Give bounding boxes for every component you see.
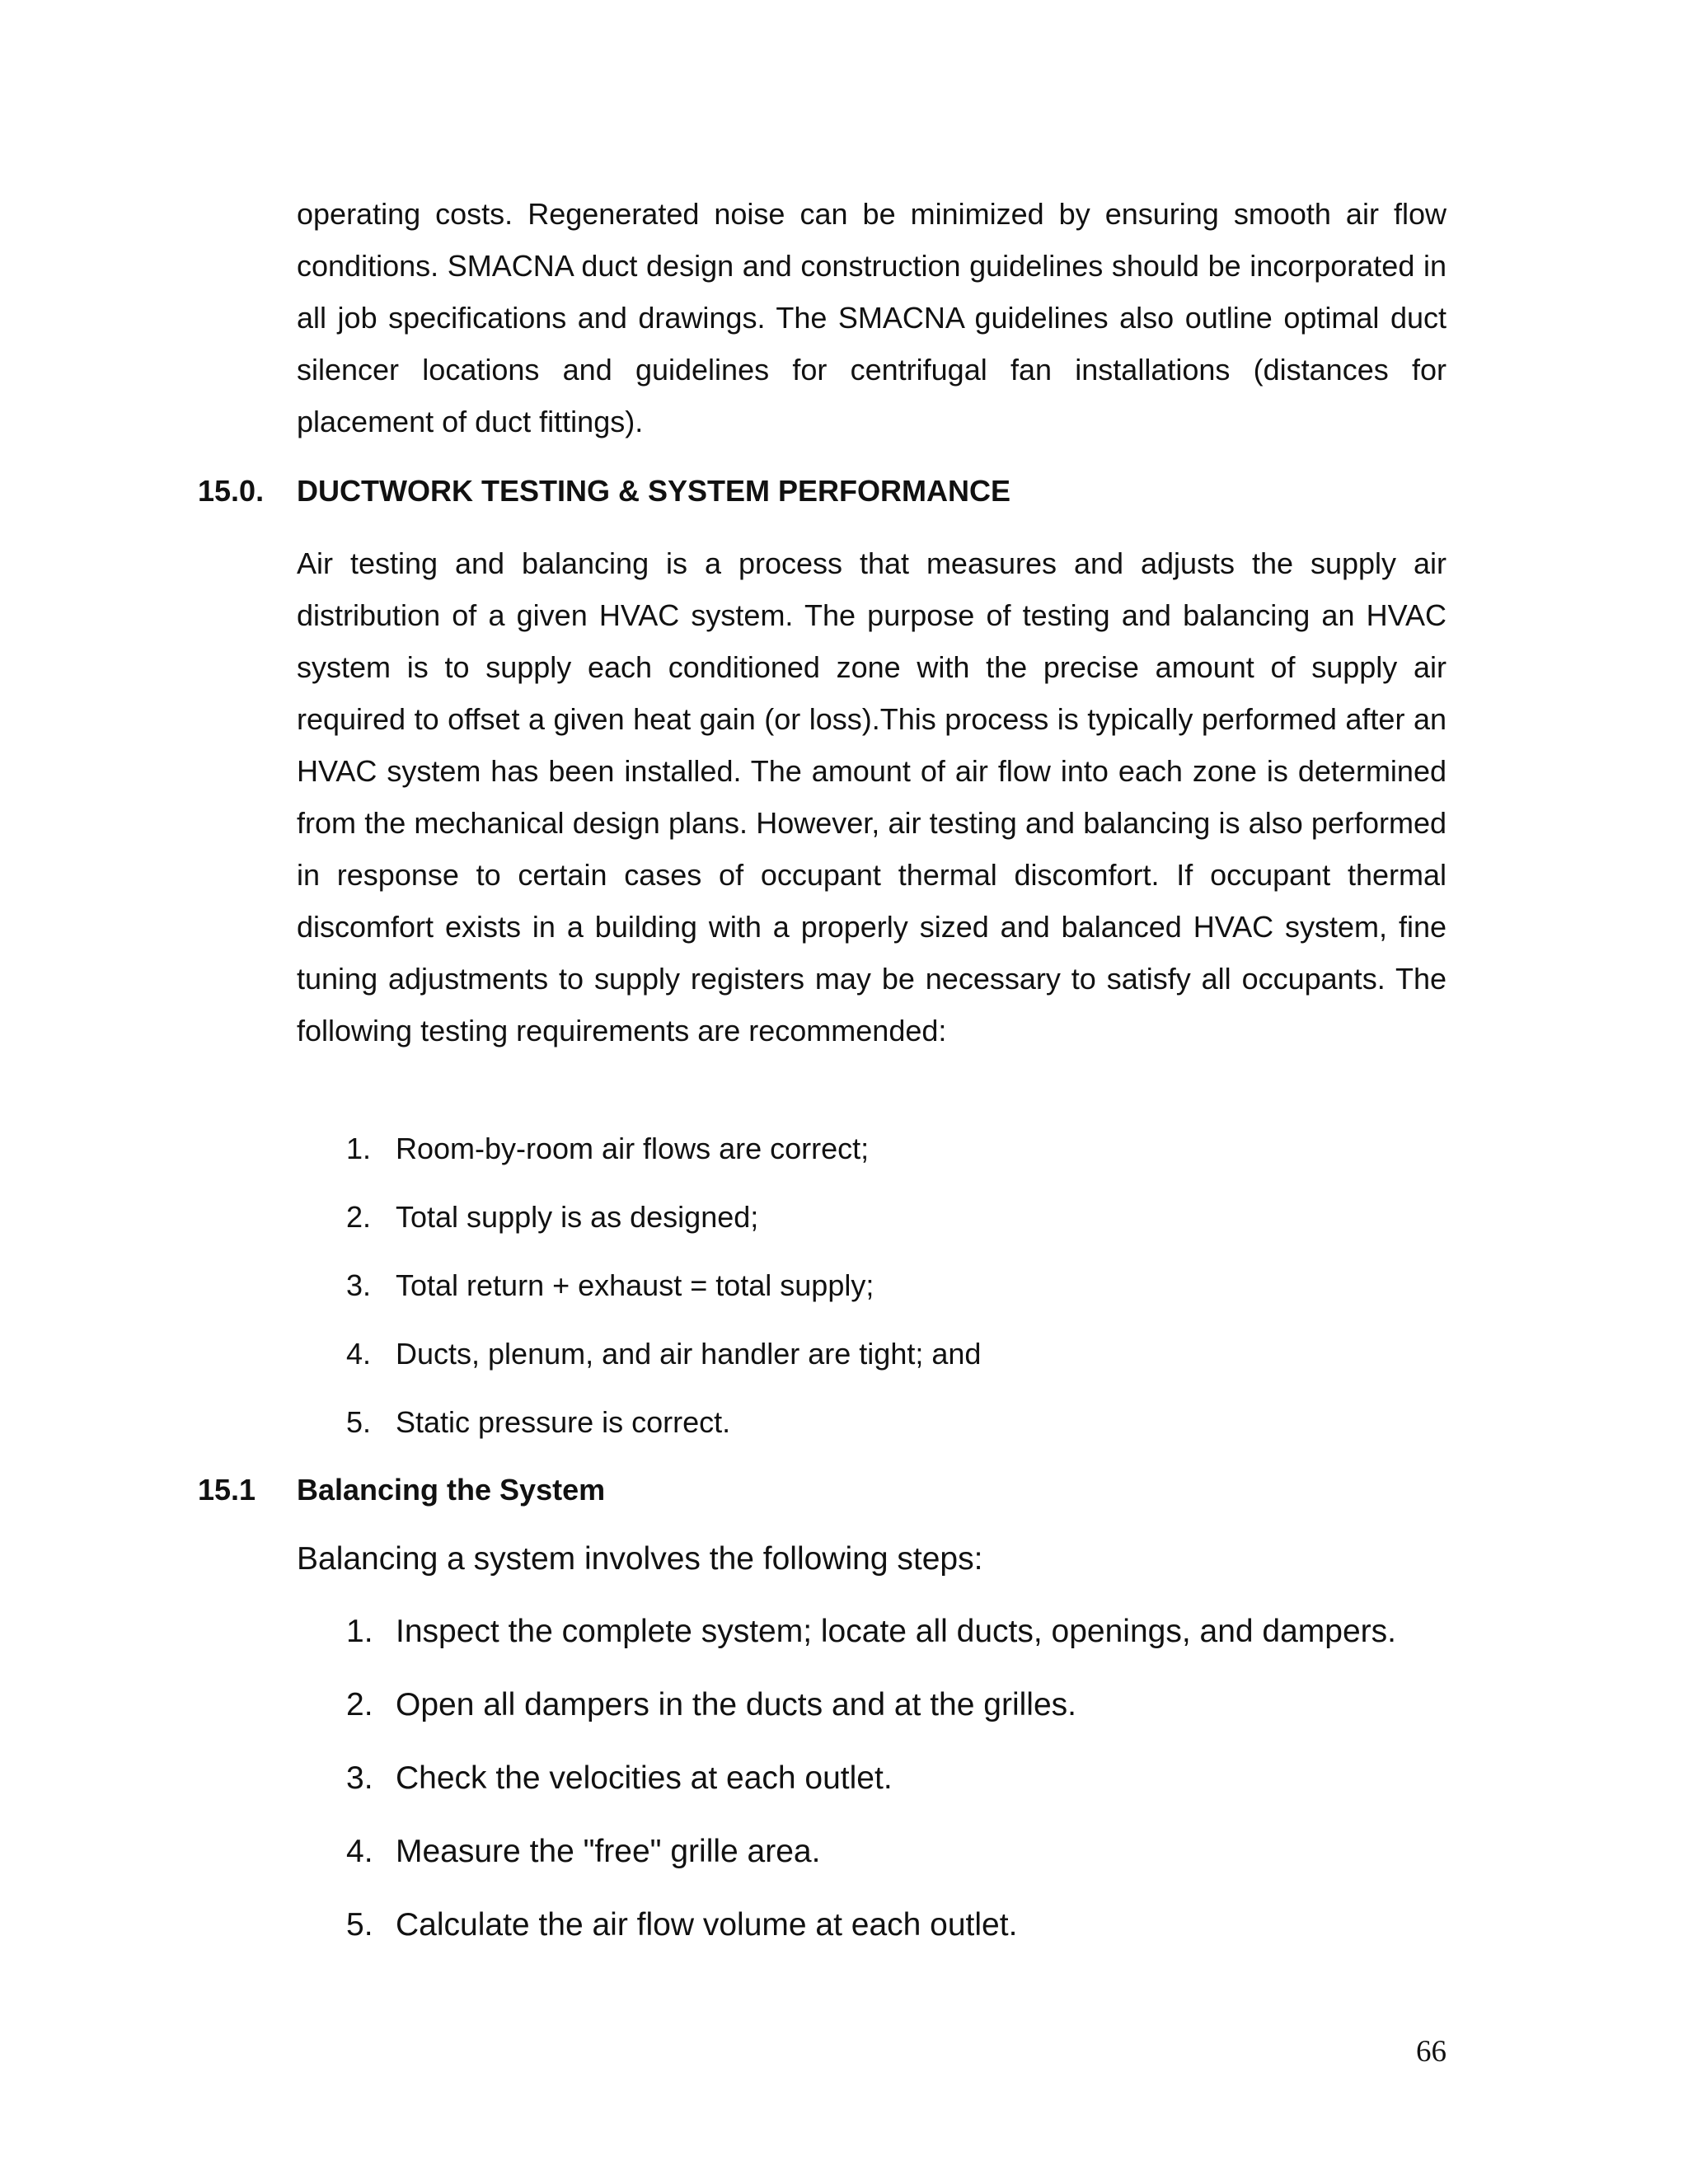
list-item — [297, 1268, 1467, 1336]
list-marker: 1. — [346, 1132, 372, 1165]
list-item-text: Calculate the air flow volume at each outlet. — [396, 1907, 1018, 1943]
section-title: Balancing the System — [297, 1473, 606, 1507]
section-heading-15-0 — [198, 473, 1434, 509]
list-item — [297, 1832, 1467, 1905]
list-item — [297, 1404, 1467, 1473]
list-item-text: Measure the "free" grille area. — [396, 1834, 821, 1869]
list-marker: 4. — [346, 1834, 373, 1869]
list-item — [297, 1336, 1467, 1404]
section-title: DUCTWORK TESTING & SYSTEM PERFORMANCE — [297, 474, 1011, 508]
list-item — [297, 1612, 1467, 1685]
section-heading-15-1 — [198, 1472, 1434, 1508]
testing-paragraph: Air testing and balancing is a process that measures and adjusts the supply air distribution of a given HVAC system. The purpose of testing and balancing an HVAC system is to supply each conditioned zone with the precise amount of supply air required to offset a given heat gain (or loss).This process is typically performed after an HVAC system has been installed. The amount of air flow into each zone is determined from the mechanical design plans. However, air testing and balancing is also performed in response to certain cases of occupant thermal discomfort. If occupant thermal discomfort exists in a building with a properly sized and balanced HVAC system, fine tuning adjustments to supply registers may be necessary to satisfy all occupants. The following testing requirements are recommended: — [297, 546, 1447, 1047]
list-item-text: Check the velocities at each outlet. — [396, 1760, 893, 1796]
list-marker: 4. — [346, 1337, 372, 1371]
list-marker: 1. — [346, 1614, 373, 1649]
section-number: 15.0. — [198, 474, 265, 508]
list-item-text: Open all dampers in the ducts and at the grilles. — [396, 1687, 1076, 1722]
list-item — [297, 1199, 1467, 1268]
list-marker: 2. — [346, 1200, 372, 1234]
intro-paragraph: operating costs. Regenerated noise can be minimized by ensuring smooth air flow conditions. SMACNA duct design and construction guidelines should be incorporated in all job specifications and drawings. The SMACNA guidelines also outline optimal duct silencer locations and guidelines for centrifugal fan installations (distances for placement of duct fittings). — [297, 197, 1447, 438]
list-item-text: Total supply is as designed; — [396, 1200, 759, 1234]
list-item-text: Ducts, plenum, and air handler are tight; and — [396, 1337, 982, 1371]
list-marker: 5. — [346, 1907, 373, 1943]
list-item — [297, 1685, 1467, 1759]
list-item-text: Inspect the complete system; locate all ducts, openings, and dampers. — [396, 1614, 1396, 1649]
list-marker: 3. — [346, 1268, 372, 1302]
list-item-text: Room-by-room air flows are correct; — [396, 1132, 870, 1165]
page-number: 66 — [1416, 2035, 1447, 2069]
testing-requirements-list — [297, 1131, 1467, 1473]
list-marker: 3. — [346, 1760, 373, 1796]
section-number: 15.1 — [198, 1473, 256, 1507]
list-marker: 5. — [346, 1405, 372, 1439]
list-marker: 2. — [346, 1687, 373, 1722]
balancing-intro: Balancing a system involves the following steps: — [297, 1541, 983, 1577]
balancing-steps-list — [297, 1612, 1467, 1979]
list-item — [297, 1759, 1467, 1832]
list-item-text: Static pressure is correct. — [396, 1405, 731, 1439]
list-item — [297, 1131, 1467, 1199]
list-item-text: Total return + exhaust = total supply; — [396, 1268, 874, 1302]
list-item — [297, 1905, 1467, 1979]
